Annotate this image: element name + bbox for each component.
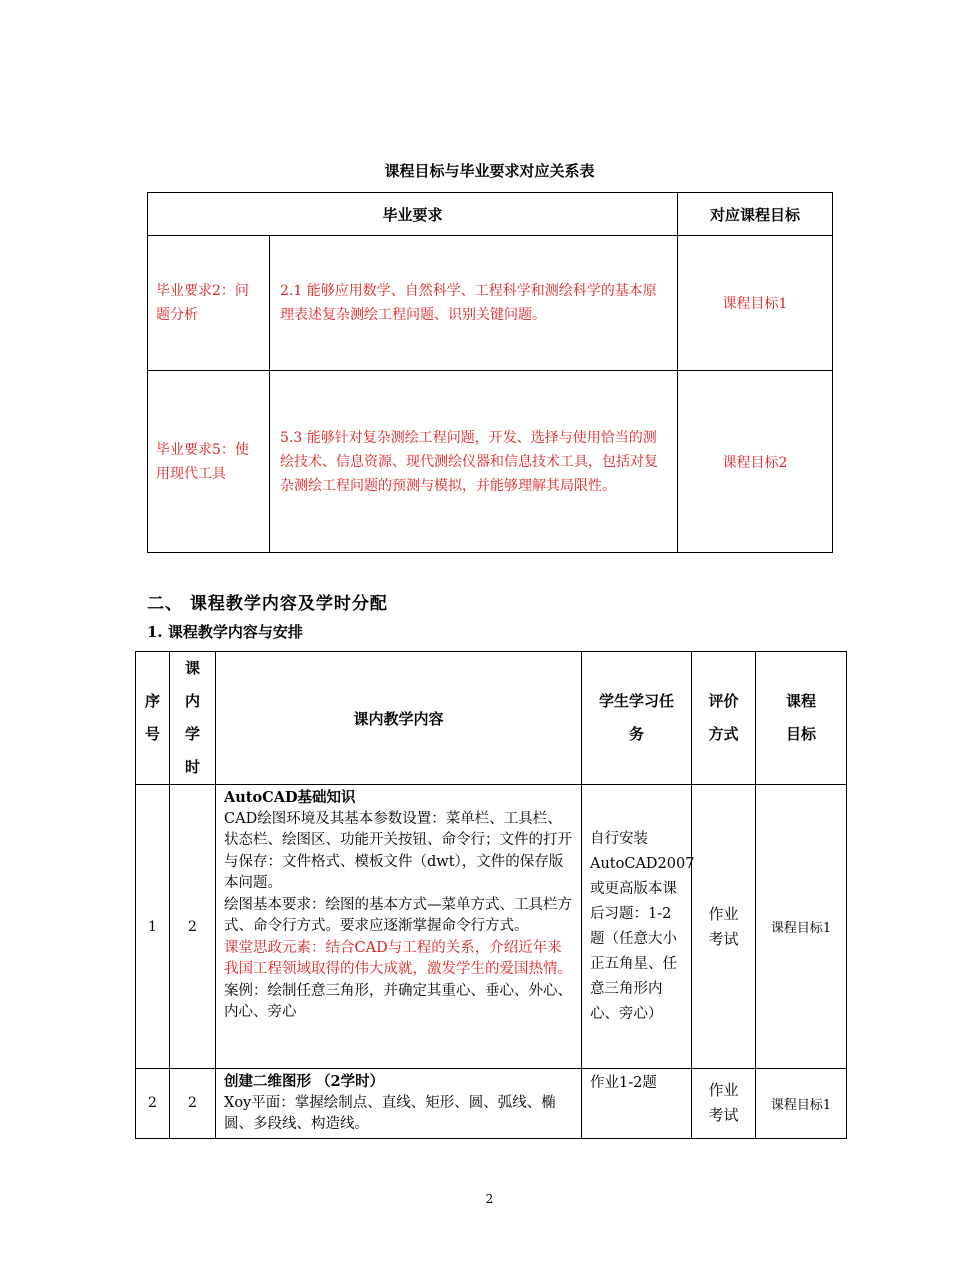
goal-cell: 课程目标1 bbox=[756, 785, 847, 1069]
requirement-description-cell: 2.1 能够应用数学、自然科学、工程科学和测绘科学的基本原理表述复杂测绘工程问题、识别关键问题。 bbox=[270, 236, 678, 371]
content-paragraph: CAD绘图环境及其基本参数设置：菜单栏、工具栏、状态栏、绘图区、功能开关按钮、命令行；文件的打开与保存：文件格式、模板文件（dwt），文件的保存版本问题。 bbox=[224, 810, 572, 891]
table-header-row bbox=[148, 193, 833, 236]
table-row bbox=[148, 236, 833, 371]
evaluation-cell: 作业 考试 bbox=[692, 1069, 756, 1139]
content-paragraph: Xoy平面：掌握绘制点、直线、矩形、圆、弧线、椭圆、多段线、构造线。 bbox=[224, 1094, 556, 1132]
header-task: 学生学习任 务 bbox=[582, 652, 692, 785]
subsection-heading: 1. 课程教学内容与安排 bbox=[147, 623, 303, 641]
hours-cell: 2 bbox=[170, 1069, 216, 1139]
content-cell bbox=[216, 1069, 582, 1139]
evaluation-cell: 作业 考试 bbox=[692, 785, 756, 1069]
requirement-description-cell: 5.3 能够针对复杂测绘工程问题，开发、选择与使用恰当的测绘技术、信息资源、现代测绘仪器和信息技术工具，包括对复杂测绘工程问题的预测与模拟，并能够理解其局限性。 bbox=[270, 371, 678, 553]
header-graduation-requirement: 毕业要求 bbox=[148, 193, 678, 236]
header-hours: 课 内 学 时 bbox=[170, 652, 216, 785]
header-evaluation: 评价 方式 bbox=[692, 652, 756, 785]
table-row bbox=[136, 1069, 847, 1139]
content-title: AutoCAD基础知识 bbox=[224, 789, 356, 806]
table-header-row bbox=[136, 652, 847, 785]
seq-cell: 2 bbox=[136, 1069, 170, 1139]
course-objective-cell: 课程目标1 bbox=[678, 236, 833, 371]
task-cell: 作业1-2题 bbox=[582, 1069, 692, 1139]
case-text: 案例：绘制任意三角形，并确定其重心、垂心、外心、内心、旁心 bbox=[224, 982, 572, 1020]
content-cell bbox=[216, 785, 582, 1069]
section-heading: 二、 课程教学内容及学时分配 bbox=[147, 594, 388, 614]
header-seq: 序 号 bbox=[136, 652, 170, 785]
objectives-mapping-table bbox=[147, 192, 833, 553]
requirement-cell: 毕业要求5：使用现代工具 bbox=[148, 371, 270, 553]
header-content: 课内教学内容 bbox=[216, 652, 582, 785]
teaching-content-table bbox=[135, 651, 847, 1139]
table1-title: 课程目标与毕业要求对应关系表 bbox=[384, 162, 595, 180]
page-number: 2 bbox=[485, 1192, 494, 1206]
ideology-element-text: 课堂思政元素：结合CAD与工程的关系，介绍近年来我国工程领域取得的伟大成就，激发学生的爱国热情。 bbox=[224, 939, 572, 977]
seq-cell: 1 bbox=[136, 785, 170, 1069]
table-row bbox=[136, 785, 847, 1069]
task-cell: 自行安装AutoCAD2007或更高版本课后习题：1-2题（任意大小正五角星、任意三角形内心、旁心） bbox=[582, 785, 692, 1069]
header-course-objective: 对应课程目标 bbox=[678, 193, 833, 236]
requirement-cell: 毕业要求2：问题分析 bbox=[148, 236, 270, 371]
goal-cell: 课程目标1 bbox=[756, 1069, 847, 1139]
hours-cell: 2 bbox=[170, 785, 216, 1069]
header-goal: 课程 目标 bbox=[756, 652, 847, 785]
course-objective-cell: 课程目标2 bbox=[678, 371, 833, 553]
content-title: 创建二维图形 （2学时） bbox=[224, 1073, 385, 1090]
table-row bbox=[148, 371, 833, 553]
content-paragraph: 绘图基本要求：绘图的基本方式—菜单方式、工具栏方式、命令行方式。要求应逐渐掌握命令行方式。 bbox=[224, 896, 572, 934]
